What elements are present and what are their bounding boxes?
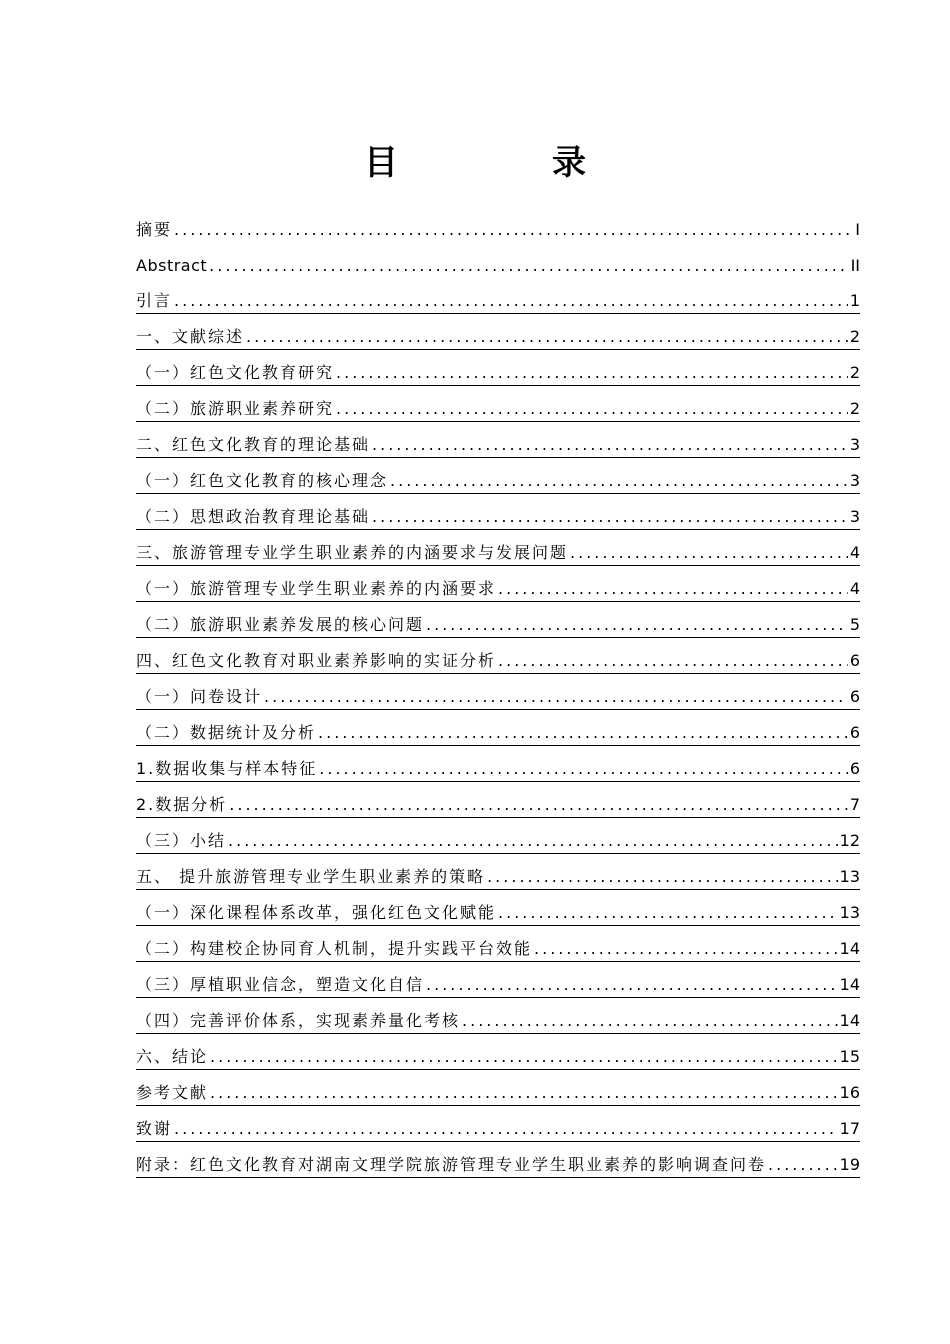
toc-entry-page: 2 xyxy=(849,399,860,418)
toc-entry-references[interactable] xyxy=(136,1070,860,1106)
toc-entry-section-5-4[interactable] xyxy=(136,998,860,1034)
toc-entry-label: （一）问卷设计 xyxy=(136,687,263,706)
toc-entry-page: 19 xyxy=(839,1155,860,1174)
toc-entry-section-5-3[interactable] xyxy=(136,962,860,998)
toc-entry-label: 五、 提升旅游管理专业学生职业素养的策略 xyxy=(136,867,486,886)
toc-entry-section-4-1[interactable] xyxy=(136,674,860,710)
toc-leader-dots xyxy=(229,795,848,815)
toc-entry-page: 6 xyxy=(849,651,860,670)
toc-entry-page: 17 xyxy=(839,1119,860,1138)
toc-entry-chapter-6[interactable] xyxy=(136,1034,860,1070)
toc-entry-label: 六、结论 xyxy=(136,1047,209,1066)
page-title: 目 录 xyxy=(364,143,646,183)
toc-leader-dots xyxy=(390,471,848,491)
toc-leader-dots xyxy=(498,903,838,923)
toc-entry-label: 附录：红色文化教育对湖南文理学院旅游管理专业学生职业素养的影响调查问卷 xyxy=(136,1155,767,1174)
toc-entry-label: （三）小结 xyxy=(136,831,227,850)
toc-entry-label: （一）红色文化教育研究 xyxy=(136,363,335,382)
toc-entry-label: （一）深化课程体系改革，强化红色文化赋能 xyxy=(136,903,497,922)
toc-leader-dots xyxy=(768,1155,838,1175)
toc-leader-dots xyxy=(372,507,848,527)
toc-leader-dots xyxy=(228,831,838,851)
toc-entry-section-1-1[interactable] xyxy=(136,350,860,386)
toc-entry-label: （一）红色文化教育的核心理念 xyxy=(136,471,389,490)
toc-entry-section-1-2[interactable] xyxy=(136,386,860,422)
toc-leader-dots xyxy=(174,291,848,311)
toc-entry-page: 4 xyxy=(849,543,860,562)
toc-entry-appendix[interactable] xyxy=(136,1142,860,1178)
toc-entry-abstract-cn[interactable] xyxy=(136,206,860,242)
toc-entry-section-2-1[interactable] xyxy=(136,458,860,494)
toc-leader-dots xyxy=(318,723,848,743)
toc-entry-label: （一）旅游管理专业学生职业素养的内涵要求 xyxy=(136,579,497,598)
toc-entry-acknowledgements[interactable] xyxy=(136,1106,860,1142)
toc-entry-page: 13 xyxy=(839,867,860,886)
toc-entry-label: 二、红色文化教育的理论基础 xyxy=(136,435,371,454)
toc-entry-label: 三、旅游管理专业学生职业素养的内涵要求与发展问题 xyxy=(136,543,569,562)
toc-entry-label: 参考文献 xyxy=(136,1083,209,1102)
toc-entry-page: 5 xyxy=(849,615,860,634)
toc-entry-page: 2 xyxy=(849,363,860,382)
toc-entry-page: 14 xyxy=(839,975,860,994)
toc-entry-subsection-4-2-2[interactable] xyxy=(136,782,860,818)
toc-entry-label: 1.数据收集与样本特征 xyxy=(136,759,318,778)
toc-leader-dots xyxy=(264,687,848,707)
toc-leader-dots xyxy=(534,939,838,959)
toc-leader-dots xyxy=(209,256,848,276)
toc-entry-label: 一、文献综述 xyxy=(136,327,245,346)
toc-entry-chapter-2[interactable] xyxy=(136,422,860,458)
toc-entry-page: 2 xyxy=(849,327,860,346)
toc-entry-page: 3 xyxy=(849,471,860,490)
toc-entry-page: 7 xyxy=(849,795,860,814)
toc-leader-dots xyxy=(426,615,848,635)
toc-entry-page: 6 xyxy=(849,687,860,706)
toc-entry-section-3-1[interactable] xyxy=(136,566,860,602)
toc-entry-abstract-en[interactable] xyxy=(136,242,860,278)
toc-entry-chapter-3[interactable] xyxy=(136,530,860,566)
toc-entry-section-4-2[interactable] xyxy=(136,710,860,746)
toc-leader-dots xyxy=(462,1011,838,1031)
toc-entry-page: 6 xyxy=(849,723,860,742)
toc-entry-subsection-4-2-1[interactable] xyxy=(136,746,860,782)
toc-entry-label: （三）厚植职业信念，塑造文化自信 xyxy=(136,975,425,994)
toc-leader-dots xyxy=(487,867,838,887)
toc-entry-label: 2.数据分析 xyxy=(136,795,228,814)
toc-leader-dots xyxy=(210,1083,838,1103)
toc-entry-label: 致谢 xyxy=(136,1119,173,1138)
toc-leader-dots xyxy=(570,543,848,563)
toc-leader-dots xyxy=(174,220,853,240)
toc-entry-introduction[interactable] xyxy=(136,278,860,314)
toc-leader-dots xyxy=(174,1119,838,1139)
toc-entry-page: 4 xyxy=(849,579,860,598)
toc-leader-dots xyxy=(336,399,848,419)
toc-entry-page: 14 xyxy=(839,939,860,958)
toc-leader-dots xyxy=(210,1047,838,1067)
toc-entry-section-2-2[interactable] xyxy=(136,494,860,530)
toc-entry-label: （二）旅游职业素养研究 xyxy=(136,399,335,418)
toc-entry-label: 摘要 xyxy=(136,220,173,239)
toc-entry-label: （二）数据统计及分析 xyxy=(136,723,317,742)
toc-entry-page: 3 xyxy=(849,435,860,454)
toc-entry-section-3-2[interactable] xyxy=(136,602,860,638)
toc-entry-page: 14 xyxy=(839,1011,860,1030)
toc-entry-page: 15 xyxy=(839,1047,860,1066)
toc-entry-page: 13 xyxy=(839,903,860,922)
toc-entry-page: 16 xyxy=(839,1083,860,1102)
toc-entry-page: I xyxy=(855,220,860,239)
toc-leader-dots xyxy=(372,435,848,455)
toc-entry-label: 四、红色文化教育对职业素养影响的实证分析 xyxy=(136,651,497,670)
toc-entry-label: 引言 xyxy=(136,291,173,310)
toc-entry-section-4-3[interactable] xyxy=(136,818,860,854)
toc-entry-label: Abstract xyxy=(136,256,208,275)
toc-entry-chapter-1[interactable] xyxy=(136,314,860,350)
toc-leader-dots xyxy=(319,759,848,779)
toc-entry-page: 6 xyxy=(849,759,860,778)
toc-entry-page: 1 xyxy=(849,291,860,310)
toc-leader-dots xyxy=(336,363,848,383)
toc-entry-section-5-1[interactable] xyxy=(136,890,860,926)
toc-entry-label: （四）完善评价体系，实现素养量化考核 xyxy=(136,1011,461,1030)
table-of-contents xyxy=(136,206,860,1178)
toc-entry-label: （二）旅游职业素养发展的核心问题 xyxy=(136,615,425,634)
toc-entry-page: 12 xyxy=(839,831,860,850)
toc-entry-label: （二）构建校企协同育人机制，提升实践平台效能 xyxy=(136,939,533,958)
toc-entry-chapter-5[interactable] xyxy=(136,854,860,890)
toc-entry-chapter-4[interactable] xyxy=(136,638,860,674)
toc-leader-dots xyxy=(426,975,838,995)
toc-entry-section-5-2[interactable] xyxy=(136,926,860,962)
toc-entry-page: II xyxy=(850,256,860,275)
toc-leader-dots xyxy=(246,327,848,347)
toc-leader-dots xyxy=(498,651,848,671)
toc-leader-dots xyxy=(498,579,848,599)
toc-entry-page: 3 xyxy=(849,507,860,526)
toc-entry-label: （二）思想政治教育理论基础 xyxy=(136,507,371,526)
